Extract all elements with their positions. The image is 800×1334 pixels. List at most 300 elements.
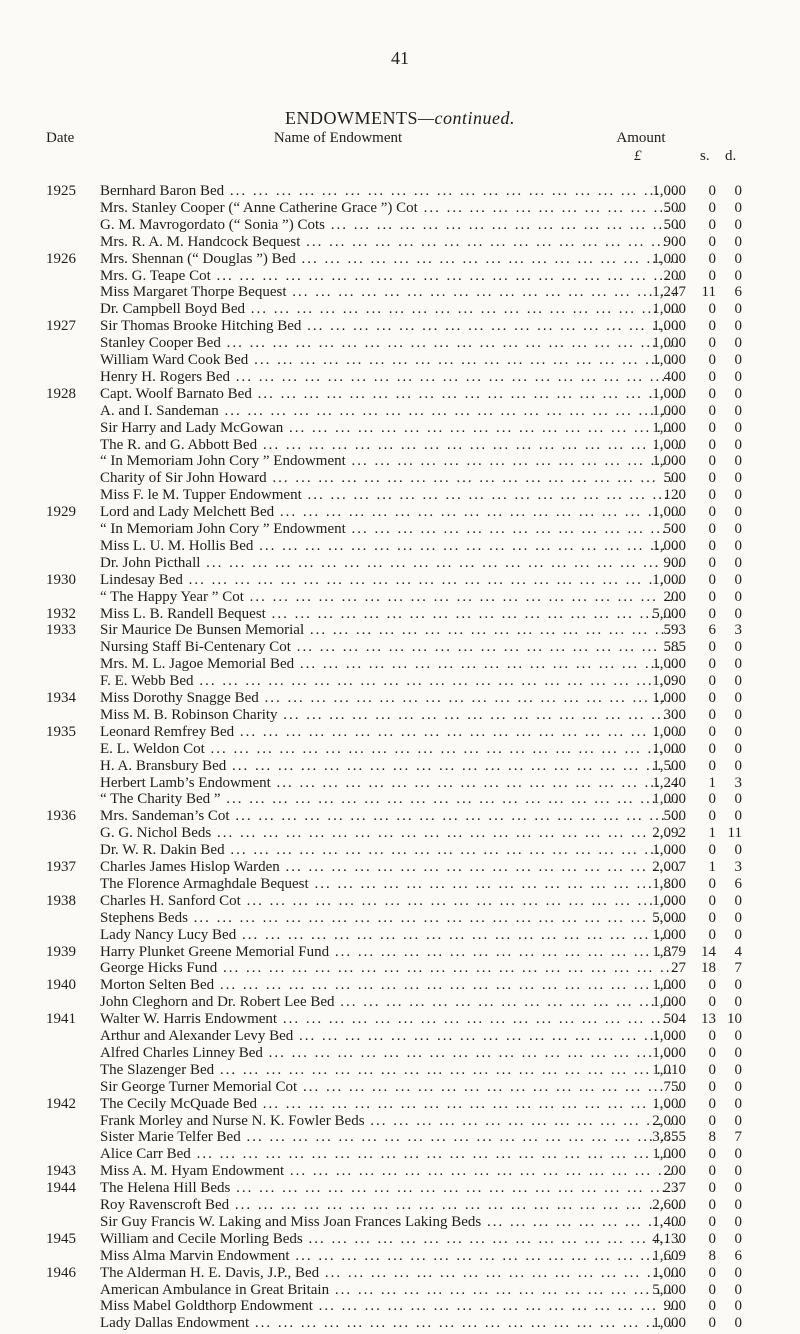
row-pence: 0 xyxy=(734,267,742,284)
row-name: The Florence Armaghdale Bequest ... . xyxy=(100,873,680,895)
row-pence: 0 xyxy=(734,1180,742,1197)
row-shillings: 0 xyxy=(708,1315,716,1332)
row-pence: 0 xyxy=(734,1213,742,1230)
row-pounds: 1,609 xyxy=(652,1247,686,1264)
row-pence: 0 xyxy=(734,1095,742,1112)
row-shillings: 13 xyxy=(701,1011,716,1028)
row-pounds: 1,000 xyxy=(652,183,686,199)
row-shillings: 0 xyxy=(708,1112,716,1129)
row-name: William Ward Cook Bed ... . xyxy=(100,349,680,371)
row-name: Miss Alma Marvin Endowment ... . xyxy=(100,1245,680,1267)
row-pounds: 1,000 xyxy=(652,436,686,453)
row-pounds: 1,000 xyxy=(652,250,686,267)
row-name: The Slazenger Bed ... . xyxy=(100,1059,680,1081)
row-pence: 0 xyxy=(734,977,742,994)
row-pence: 0 xyxy=(734,723,742,740)
row-shillings: 6 xyxy=(708,622,716,639)
row-pounds: 900 xyxy=(663,554,686,571)
row-name: Sir George Turner Memorial Cot ... . xyxy=(100,1076,680,1098)
row-name: Miss L. U. M. Hollis Bed ... . xyxy=(100,535,680,557)
row-name: Henry H. Rogers Bed ... . xyxy=(100,366,680,388)
row-name: F. E. Webb Bed ... . xyxy=(100,670,680,692)
row-name: “ In Memoriam John Cory ” Endowment ... . xyxy=(100,450,680,472)
row-shillings: 1 xyxy=(708,859,716,875)
row-name: American Ambulance in Great Britain ... . xyxy=(100,1279,680,1301)
row-name: Mrs. Stanley Cooper (“ Anne Catherine Grace ”) Cot ... . xyxy=(100,197,680,219)
row-pounds: 2,000 xyxy=(652,1112,686,1129)
title-main: ENDOWMENTS xyxy=(285,108,418,128)
row-name: Miss Margaret Thorpe Bequest ... . xyxy=(100,281,680,303)
row-name: Dr. W. R. Dakin Bed ... . xyxy=(100,839,680,861)
row-name: Sir Harry and Lady McGowan ... . xyxy=(100,417,680,439)
row-pence: 0 xyxy=(734,1146,742,1163)
row-name: Miss Dorothy Snagge Bed ... . xyxy=(100,687,680,709)
row-pounds: 1,000 xyxy=(652,352,686,368)
row-shillings: 0 xyxy=(708,673,716,690)
row-shillings: 8 xyxy=(708,1129,716,1146)
row-name: Stephens Beds ... . xyxy=(100,907,680,929)
row-pounds: 1,000 xyxy=(652,892,686,909)
row-shillings: 0 xyxy=(708,1061,716,1078)
row-shillings: 18 xyxy=(701,960,716,977)
row-pence: 0 xyxy=(734,301,742,318)
row-shillings: 14 xyxy=(701,943,716,960)
row-name: Mrs. Shennan (“ Douglas ”) Bed ... . xyxy=(100,248,680,270)
row-pence: 0 xyxy=(734,402,742,419)
row-pence: 3 xyxy=(734,859,742,875)
row-pence: 0 xyxy=(734,926,742,943)
row-pence: 0 xyxy=(734,808,742,825)
row-shillings: 0 xyxy=(708,419,716,436)
row-name: “ In Memoriam John Cory ” Endowment ... . xyxy=(100,518,680,540)
row-name: Sir Maurice De Bunsen Memorial ... . xyxy=(100,619,680,641)
row-name: Miss F. le M. Tupper Endowment ... . xyxy=(100,484,680,506)
row-name: H. A. Bransbury Bed ... . xyxy=(100,755,680,777)
row-name: The Cecily McQuade Bed ... . xyxy=(100,1093,680,1115)
row-shillings: 0 xyxy=(708,436,716,453)
row-pence: 0 xyxy=(734,470,742,487)
row-pence: 0 xyxy=(734,639,742,656)
row-year: 1925 xyxy=(46,183,76,199)
row-shillings: 0 xyxy=(708,402,716,419)
row-pence: 0 xyxy=(734,318,742,335)
row-pounds: 1,240 xyxy=(652,774,686,791)
row-shillings: 8 xyxy=(708,1247,716,1264)
row-name: E. L. Weldon Cot ... . xyxy=(100,738,680,760)
row-shillings: 0 xyxy=(708,199,716,216)
row-name: Mrs. Sandeman’s Cot ... . xyxy=(100,805,680,827)
row-pence: 0 xyxy=(734,605,742,622)
name-header: Name of Endowment xyxy=(273,130,403,146)
row-name: Herbert Lamb’s Endowment ... . xyxy=(100,772,680,794)
row-shillings: 0 xyxy=(708,1028,716,1044)
row-pounds: 27 xyxy=(671,960,686,977)
row-name: John Cleghorn and Dr. Robert Lee Bed ... . xyxy=(100,991,680,1013)
page-number: 41 xyxy=(391,48,409,68)
row-pence: 0 xyxy=(734,504,742,521)
row-pounds: 1,000 xyxy=(652,385,686,402)
row-pounds: 1,500 xyxy=(652,757,686,774)
row-pounds: 5,000 xyxy=(652,605,686,622)
row-pence: 0 xyxy=(734,1061,742,1078)
row-name: Lindesay Bed ... . xyxy=(100,569,680,591)
shillings-header: s. xyxy=(700,148,710,164)
row-name: Dr. John Picthall ... . xyxy=(100,552,680,574)
row-year: 1938 xyxy=(46,892,76,909)
row-shillings: 0 xyxy=(708,216,716,233)
row-name: “ The Happy Year ” Cot ... . xyxy=(100,586,680,608)
row-pounds: 2,007 xyxy=(652,859,686,875)
row-name: Bernhard Baron Bed ... . xyxy=(100,180,680,202)
row-pence: 0 xyxy=(734,183,742,199)
row-name: Miss M. B. Robinson Charity ... . xyxy=(100,704,680,726)
row-name: Lady Dallas Endowment ... . xyxy=(100,1312,680,1334)
row-name: Miss Mabel Goldthorp Endowment ... . xyxy=(100,1295,680,1317)
row-pence: 0 xyxy=(734,368,742,385)
row-name: The R. and G. Abbott Bed ... . xyxy=(100,434,680,456)
row-shillings: 0 xyxy=(708,723,716,740)
row-pounds: 1,000 xyxy=(652,419,686,436)
row-shillings: 0 xyxy=(708,571,716,588)
row-pounds: 2,092 xyxy=(652,825,686,842)
row-name: Walter W. Harris Endowment ... . xyxy=(100,1008,680,1030)
row-name: Charles James Hislop Warden ... . xyxy=(100,856,680,878)
row-pounds: 1,000 xyxy=(652,690,686,706)
row-name: Morton Selten Bed ... . xyxy=(100,974,680,996)
row-pence: 0 xyxy=(734,554,742,571)
row-shillings: 0 xyxy=(708,1213,716,1230)
row-shillings: 0 xyxy=(708,1078,716,1095)
row-shillings: 0 xyxy=(708,639,716,656)
row-pence: 0 xyxy=(734,706,742,723)
row-pounds: 500 xyxy=(663,199,686,216)
row-shillings: 0 xyxy=(708,1095,716,1112)
row-pounds: 400 xyxy=(663,368,686,385)
row-pounds: 1,000 xyxy=(652,842,686,859)
row-shillings: 0 xyxy=(708,267,716,284)
row-shillings: 0 xyxy=(708,842,716,859)
row-name: Sir Thomas Brooke Hitching Bed ... . xyxy=(100,315,680,337)
row-shillings: 0 xyxy=(708,335,716,352)
row-pence: 0 xyxy=(734,436,742,453)
row-pence: 3 xyxy=(734,622,742,639)
row-shillings: 0 xyxy=(708,487,716,504)
row-pence: 3 xyxy=(734,774,742,791)
row-name: Sister Marie Telfer Bed ... . xyxy=(100,1126,680,1148)
row-pence: 0 xyxy=(734,487,742,504)
row-name: “ The Charity Bed ” ... . xyxy=(100,788,680,810)
row-shillings: 0 xyxy=(708,909,716,926)
row-pence: 0 xyxy=(734,233,742,250)
row-pounds: 1,000 xyxy=(652,656,686,673)
row-shillings: 0 xyxy=(708,1230,716,1247)
row-pounds: 1,000 xyxy=(652,571,686,588)
row-pence: 6 xyxy=(734,284,742,301)
row-pounds: 5,000 xyxy=(652,1281,686,1298)
amount-header: Amount xyxy=(616,130,666,146)
row-name: G. G. Nichol Beds ... . xyxy=(100,822,680,844)
row-year: 1945 xyxy=(46,1230,76,1247)
page-title xyxy=(0,108,800,129)
row-pence: 0 xyxy=(734,216,742,233)
row-name: Leonard Remfrey Bed ... . xyxy=(100,721,680,743)
row-year: 1933 xyxy=(46,622,76,639)
row-name: Harry Plunket Greene Memorial Fund ... . xyxy=(100,941,680,963)
row-name: G. M. Mavrogordato (“ Sonia ”) Cots ... . xyxy=(100,214,680,236)
row-pounds: 750 xyxy=(663,1078,686,1095)
row-name: George Hicks Fund ... . xyxy=(100,957,680,979)
row-pence: 6 xyxy=(734,875,742,892)
row-name: Charity of Sir John Howard ... . xyxy=(100,467,680,489)
row-shillings: 0 xyxy=(708,470,716,487)
row-name: Alice Carr Bed ... . xyxy=(100,1143,680,1165)
row-pounds: 900 xyxy=(663,1298,686,1315)
row-shillings: 0 xyxy=(708,1146,716,1163)
row-shillings: 0 xyxy=(708,352,716,368)
pounds-header: £ xyxy=(634,148,642,164)
row-pence: 0 xyxy=(734,1078,742,1095)
row-shillings: 0 xyxy=(708,1298,716,1315)
row-pounds: 1,010 xyxy=(652,1061,686,1078)
row-pence: 0 xyxy=(734,1197,742,1213)
row-pence: 0 xyxy=(734,1230,742,1247)
row-pounds: 200 xyxy=(663,267,686,284)
row-pounds: 900 xyxy=(663,233,686,250)
row-year: 1944 xyxy=(46,1180,76,1197)
row-pence: 7 xyxy=(734,960,742,977)
row-pounds: 1,000 xyxy=(652,537,686,554)
row-shillings: 0 xyxy=(708,605,716,622)
row-shillings: 0 xyxy=(708,791,716,808)
row-pounds: 5,000 xyxy=(652,909,686,926)
row-pence: 0 xyxy=(734,588,742,605)
row-name: Miss A. M. Hyam Endowment ... . xyxy=(100,1160,680,1182)
row-pence: 0 xyxy=(734,656,742,673)
row-pence: 0 xyxy=(734,909,742,926)
row-name: A. and I. Sandeman ... . xyxy=(100,400,680,422)
row-shillings: 0 xyxy=(708,368,716,385)
row-shillings: 0 xyxy=(708,250,716,267)
row-shillings: 0 xyxy=(708,233,716,250)
row-pence: 0 xyxy=(734,1264,742,1281)
row-shillings: 0 xyxy=(708,690,716,706)
row-name: Arthur and Alexander Levy Bed ... . xyxy=(100,1025,680,1047)
row-shillings: 0 xyxy=(708,1044,716,1061)
row-year: 1936 xyxy=(46,808,76,825)
row-pounds: 1,000 xyxy=(652,1095,686,1112)
row-year: 1928 xyxy=(46,385,76,402)
row-year: 1946 xyxy=(46,1264,76,1281)
row-pounds: 1,000 xyxy=(652,1264,686,1281)
row-pounds: 1,000 xyxy=(652,318,686,335)
row-shillings: 0 xyxy=(708,706,716,723)
row-shillings: 0 xyxy=(708,537,716,554)
row-shillings: 0 xyxy=(708,588,716,605)
row-pence: 0 xyxy=(734,842,742,859)
row-shillings: 0 xyxy=(708,926,716,943)
row-name: Mrs. G. Teape Cot ... . xyxy=(100,265,680,287)
row-name: William and Cecile Morling Beds ... . xyxy=(100,1228,680,1250)
row-pence: 0 xyxy=(734,352,742,368)
date-header: Date xyxy=(46,130,75,146)
row-year: 1940 xyxy=(46,977,76,994)
row-pence: 0 xyxy=(734,673,742,690)
row-shillings: 0 xyxy=(708,977,716,994)
row-pence: 0 xyxy=(734,1028,742,1044)
row-shillings: 0 xyxy=(708,318,716,335)
row-pounds: 1,000 xyxy=(652,977,686,994)
row-pounds: 1,000 xyxy=(652,1044,686,1061)
row-shillings: 0 xyxy=(708,453,716,470)
row-pounds: 1,000 xyxy=(652,1315,686,1332)
row-pence: 7 xyxy=(734,1129,742,1146)
row-shillings: 0 xyxy=(708,875,716,892)
title-suffix: —continued. xyxy=(418,108,515,128)
row-shillings: 1 xyxy=(708,825,716,842)
row-shillings: 0 xyxy=(708,994,716,1011)
row-name: Mrs. M. L. Jagoe Memorial Bed ... . xyxy=(100,653,680,675)
row-shillings: 0 xyxy=(708,1180,716,1197)
row-shillings: 11 xyxy=(701,284,716,301)
row-year: 1929 xyxy=(46,504,76,521)
row-pence: 0 xyxy=(734,892,742,909)
row-name: The Alderman H. E. Davis, J.P., Bed ... . xyxy=(100,1262,680,1284)
row-year: 1942 xyxy=(46,1095,76,1112)
row-pounds: 1,090 xyxy=(652,673,686,690)
row-pounds: 593 xyxy=(663,622,686,639)
row-name: Miss L. B. Randell Bequest ... . xyxy=(100,603,680,625)
column-headers xyxy=(0,130,800,170)
row-pounds: 200 xyxy=(663,588,686,605)
row-pence: 0 xyxy=(734,1044,742,1061)
row-name: Alfred Charles Linney Bed ... . xyxy=(100,1042,680,1064)
row-shillings: 0 xyxy=(708,808,716,825)
row-pounds: 500 xyxy=(663,470,686,487)
row-pounds: 1,879 xyxy=(652,943,686,960)
row-pounds: 1,400 xyxy=(652,1213,686,1230)
row-pence: 0 xyxy=(734,385,742,402)
row-pence: 0 xyxy=(734,250,742,267)
row-year: 1934 xyxy=(46,690,76,706)
row-pence: 0 xyxy=(734,453,742,470)
row-shillings: 1 xyxy=(708,774,716,791)
row-pence: 0 xyxy=(734,740,742,757)
row-pence: 0 xyxy=(734,690,742,706)
row-shillings: 0 xyxy=(708,1163,716,1180)
row-pounds: 3,855 xyxy=(652,1129,686,1146)
row-pounds: 1,000 xyxy=(652,453,686,470)
row-name: The Helena Hill Beds ... . xyxy=(100,1177,680,1199)
row-year: 1926 xyxy=(46,250,76,267)
row-pence: 10 xyxy=(727,1011,742,1028)
row-pounds: 1,000 xyxy=(652,723,686,740)
row-pounds: 1,000 xyxy=(652,740,686,757)
row-shillings: 0 xyxy=(708,1197,716,1213)
row-shillings: 0 xyxy=(708,183,716,199)
row-name: Capt. Woolf Barnato Bed ... . xyxy=(100,383,680,405)
row-name: Nursing Staff Bi-Centenary Cot ... . xyxy=(100,636,680,658)
row-pounds: 1,000 xyxy=(652,994,686,1011)
row-name: Mrs. R. A. M. Handcock Bequest ... . xyxy=(100,231,680,253)
row-shillings: 0 xyxy=(708,301,716,318)
row-name: Charles H. Sanford Cot ... . xyxy=(100,890,680,912)
row-pence: 0 xyxy=(734,1315,742,1332)
row-shillings: 0 xyxy=(708,1264,716,1281)
row-pounds: 2,600 xyxy=(652,1197,686,1213)
row-pence: 0 xyxy=(734,1112,742,1129)
row-pounds: 300 xyxy=(663,706,686,723)
row-name: Dr. Campbell Boyd Bed ... . xyxy=(100,298,680,320)
row-pence: 0 xyxy=(734,757,742,774)
row-pence: 4 xyxy=(734,943,742,960)
row-pounds: 200 xyxy=(663,1163,686,1180)
row-pence: 0 xyxy=(734,537,742,554)
row-name: Lady Nancy Lucy Bed ... . xyxy=(100,924,680,946)
row-pounds: 500 xyxy=(663,808,686,825)
row-year: 1943 xyxy=(46,1163,76,1180)
row-shillings: 0 xyxy=(708,521,716,537)
row-pounds: 120 xyxy=(663,487,686,504)
row-pence: 0 xyxy=(734,1163,742,1180)
row-pounds: 237 xyxy=(663,1180,686,1197)
row-pence: 0 xyxy=(734,521,742,537)
row-shillings: 0 xyxy=(708,385,716,402)
row-shillings: 0 xyxy=(708,757,716,774)
row-name: Sir Guy Francis W. Laking and Miss Joan Frances Laking Beds ... . xyxy=(100,1211,680,1233)
row-pence: 0 xyxy=(734,335,742,352)
row-pence: 0 xyxy=(734,791,742,808)
row-pounds: 1,800 xyxy=(652,875,686,892)
row-pence: 6 xyxy=(734,1247,742,1264)
row-pounds: 500 xyxy=(663,521,686,537)
row-pounds: 1,247 xyxy=(652,284,686,301)
row-name: Stanley Cooper Bed ... . xyxy=(100,332,680,354)
row-year: 1941 xyxy=(46,1011,76,1028)
row-year: 1937 xyxy=(46,859,76,875)
row-pounds: 1,000 xyxy=(652,402,686,419)
row-pounds: 1,000 xyxy=(652,1146,686,1163)
row-name: Frank Morley and Nurse N. K. Fowler Beds ... . xyxy=(100,1110,680,1132)
table-row xyxy=(0,1312,800,1334)
row-pounds: 1,000 xyxy=(652,1028,686,1044)
row-pence: 0 xyxy=(734,994,742,1011)
row-shillings: 0 xyxy=(708,740,716,757)
row-pounds: 1,000 xyxy=(652,335,686,352)
row-shillings: 0 xyxy=(708,1281,716,1298)
row-shillings: 0 xyxy=(708,892,716,909)
row-year: 1939 xyxy=(46,943,76,960)
row-pence: 0 xyxy=(734,571,742,588)
row-pounds: 500 xyxy=(663,216,686,233)
row-year: 1927 xyxy=(46,318,76,335)
row-pounds: 1,000 xyxy=(652,791,686,808)
row-pence: 0 xyxy=(734,1298,742,1315)
row-pence: 11 xyxy=(727,825,742,842)
row-pounds: 585 xyxy=(663,639,686,656)
pence-header: d. xyxy=(725,148,737,164)
row-pence: 0 xyxy=(734,419,742,436)
row-pence: 0 xyxy=(734,199,742,216)
row-year: 1930 xyxy=(46,571,76,588)
row-year: 1935 xyxy=(46,723,76,740)
row-pounds: 1,000 xyxy=(652,301,686,318)
row-pence: 0 xyxy=(734,1281,742,1298)
row-pounds: 1,000 xyxy=(652,504,686,521)
row-shillings: 0 xyxy=(708,554,716,571)
row-pounds: 1,000 xyxy=(652,926,686,943)
row-name: Roy Ravenscroft Bed ... . xyxy=(100,1194,680,1216)
row-name: Lord and Lady Melchett Bed ... . xyxy=(100,501,680,523)
